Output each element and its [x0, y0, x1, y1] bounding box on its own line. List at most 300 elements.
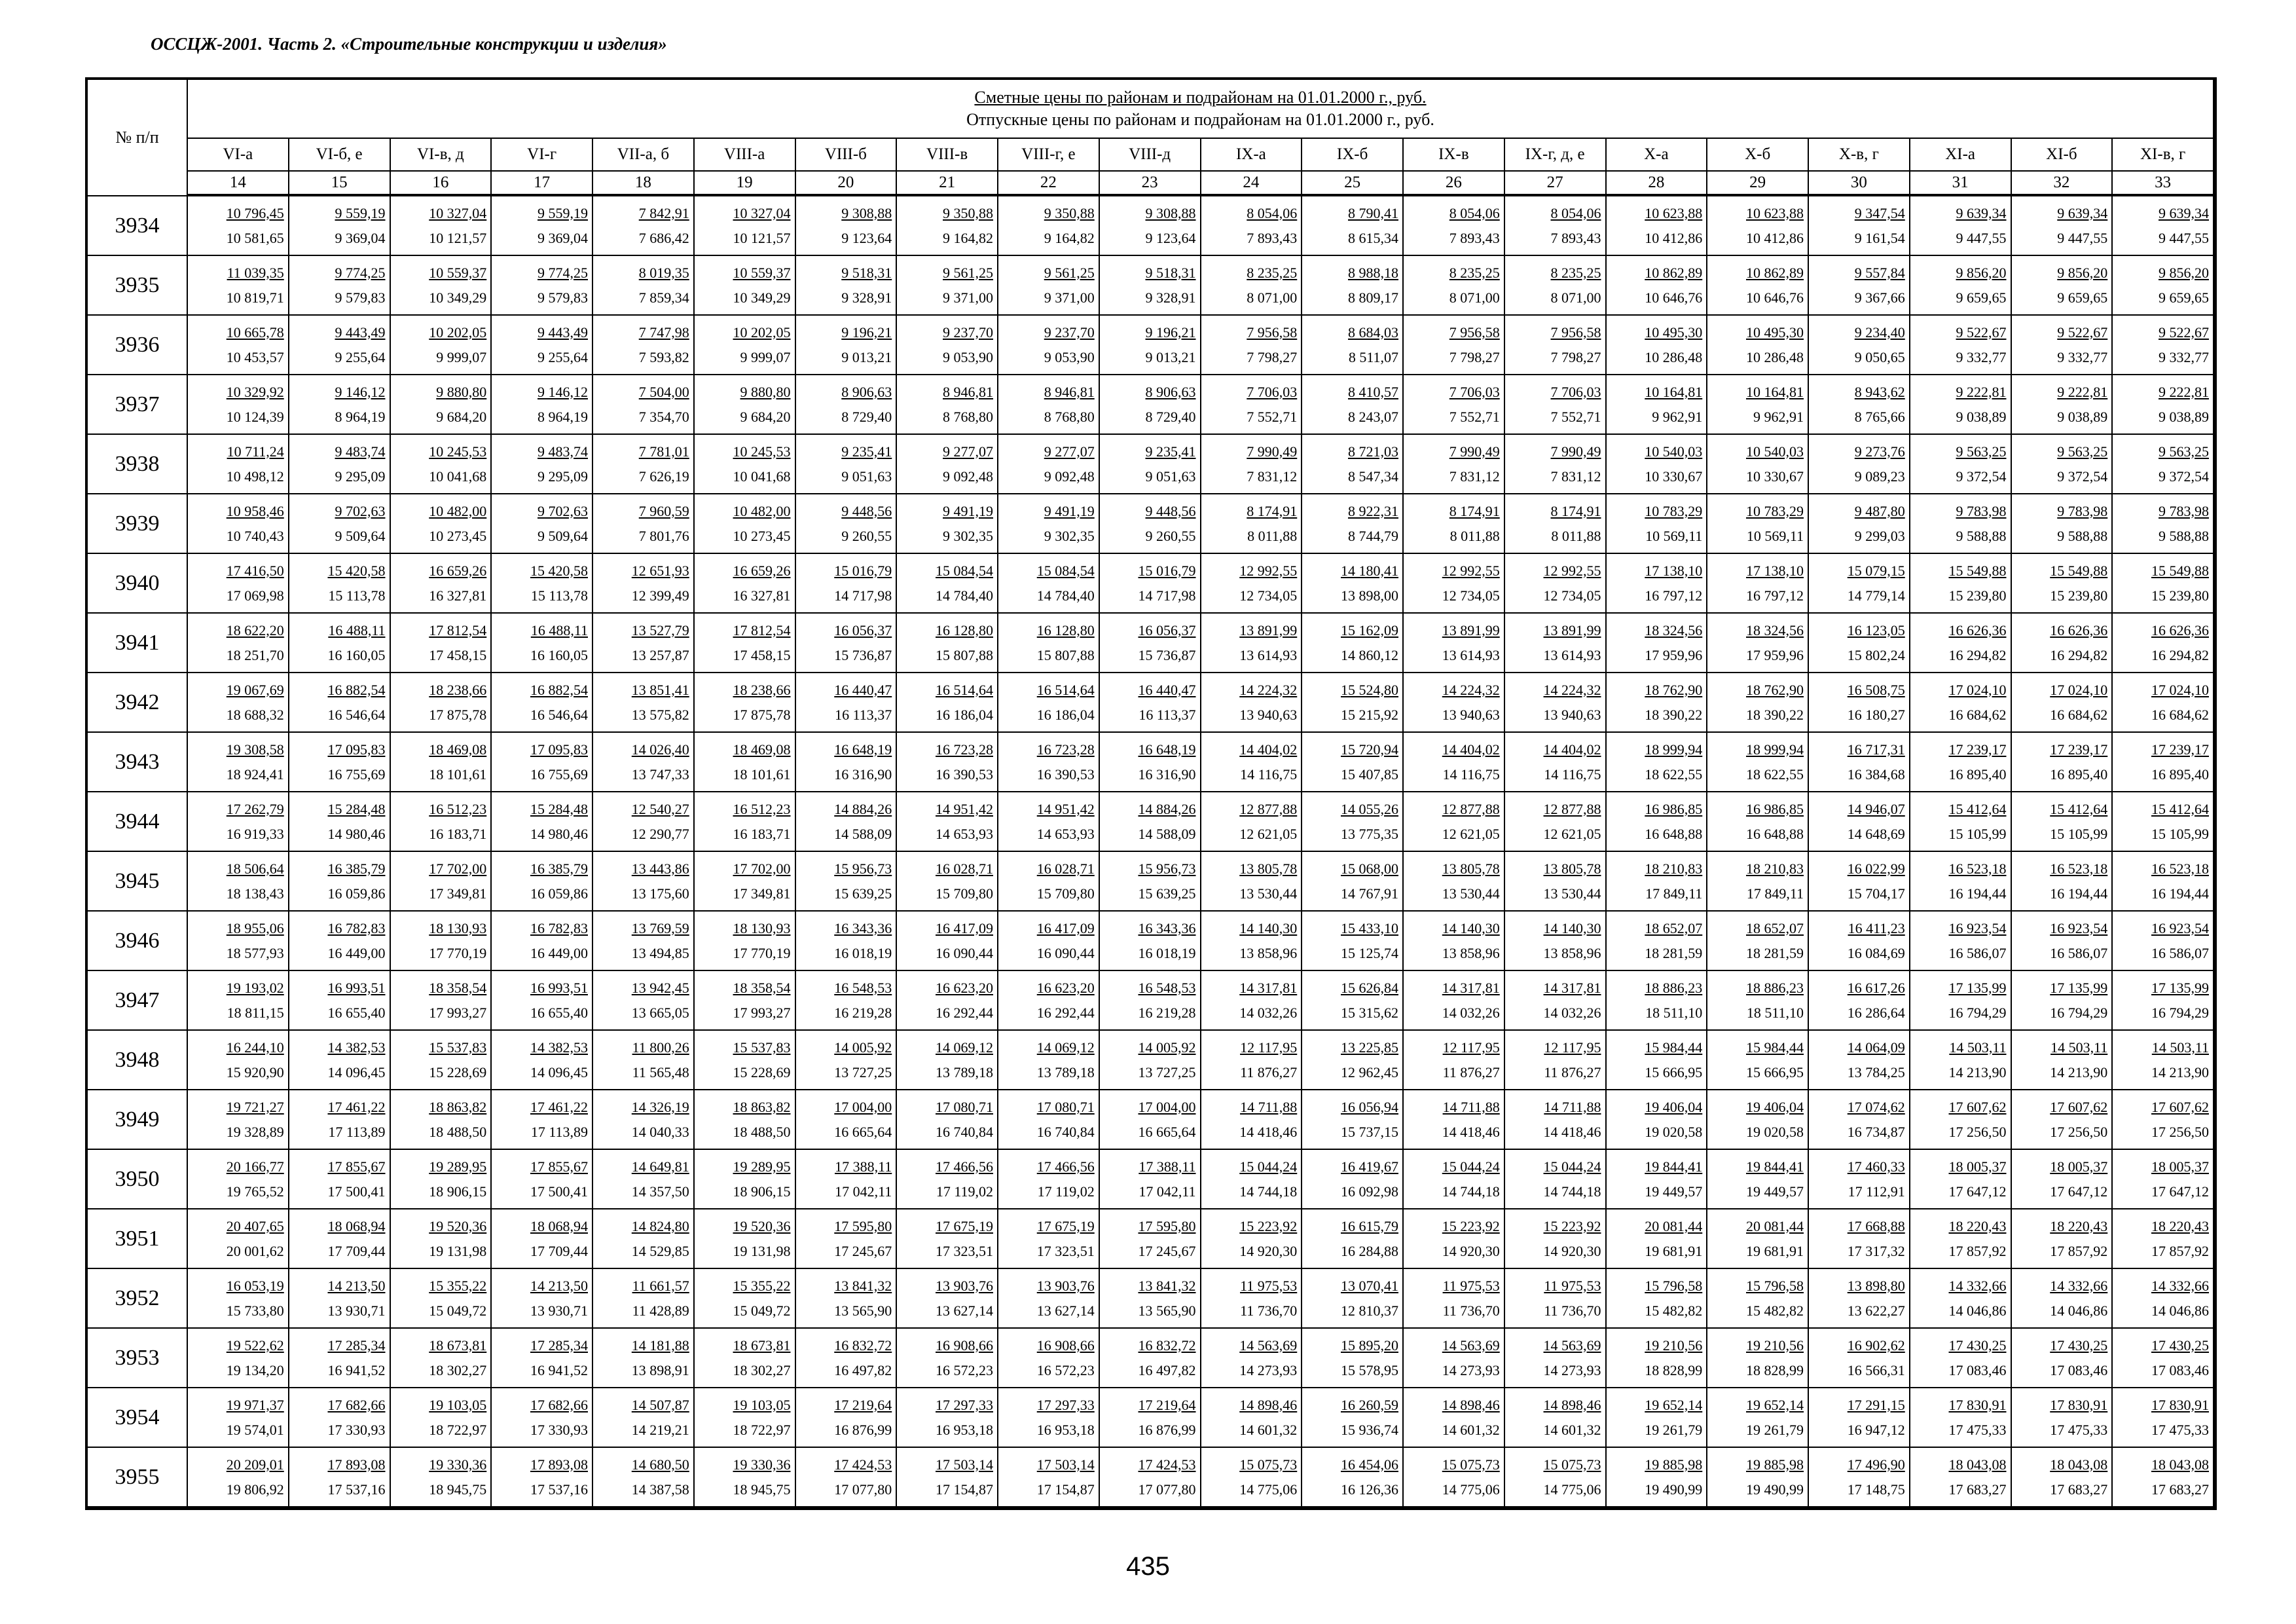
release-price: 18 622,55	[1645, 766, 1703, 783]
release-price: 17 475,33	[2151, 1421, 2209, 1438]
estimate-price: 14 224,32	[1543, 681, 1601, 698]
release-price: 14 775,06	[1239, 1481, 1298, 1498]
estimate-price: 14 326,19	[631, 1098, 689, 1115]
estimate-price: 9 491,19	[943, 502, 993, 519]
estimate-price: 19 210,56	[1746, 1337, 1804, 1354]
release-price: 9 260,55	[841, 527, 892, 544]
release-price: 15 482,82	[1746, 1302, 1804, 1319]
estimate-price: 18 762,90	[1645, 681, 1703, 698]
estimate-price: 8 946,81	[1044, 383, 1095, 400]
item-number: 3939	[88, 494, 188, 554]
release-price: 18 577,93	[226, 944, 284, 961]
release-price: 9 588,88	[2159, 527, 2209, 544]
item-number: 3947	[88, 971, 188, 1031]
release-price: 9 038,89	[2057, 408, 2108, 425]
release-price: 13 627,14	[936, 1302, 993, 1319]
estimate-price: 16 028,71	[1036, 860, 1095, 877]
price-cell	[391, 1150, 492, 1209]
estimate-price: 9 639,34	[2159, 204, 2209, 221]
price-cell	[998, 1388, 1100, 1448]
estimate-price: 19 844,41	[1746, 1158, 1804, 1175]
release-price: 16 895,40	[2151, 766, 2209, 783]
estimate-price: 7 842,91	[638, 204, 689, 221]
release-price: 16 183,71	[429, 825, 487, 842]
release-price: 19 131,98	[733, 1242, 791, 1259]
release-price: 9 013,21	[841, 348, 892, 365]
release-price: 14 588,09	[834, 825, 892, 842]
price-cell	[2113, 375, 2214, 435]
release-price: 16 084,69	[1847, 944, 1905, 961]
release-price: 14 920,30	[1543, 1242, 1601, 1259]
estimate-price: 9 196,21	[1145, 323, 1196, 341]
estimate-price: 9 350,88	[1044, 204, 1095, 221]
release-price: 15 802,24	[1847, 646, 1905, 663]
estimate-price: 14 563,69	[1543, 1337, 1601, 1354]
release-price: 16 126,36	[1341, 1481, 1398, 1498]
estimate-price: 17 607,62	[1948, 1098, 2007, 1115]
estimate-price: 17 135,99	[1948, 979, 2007, 996]
estimate-price: 18 999,94	[1645, 741, 1703, 758]
estimate-price: 20 081,44	[1645, 1217, 1703, 1234]
price-cell	[1505, 435, 1607, 494]
price-cell	[2012, 733, 2113, 792]
release-price: 16 183,71	[733, 825, 791, 842]
estimate-price: 9 563,25	[1956, 443, 2007, 460]
estimate-price: 12 877,88	[1442, 800, 1500, 817]
price-cell	[1809, 912, 1910, 971]
release-price: 17 083,46	[2151, 1361, 2209, 1378]
release-price: 19 765,52	[226, 1183, 284, 1200]
release-price: 15 807,88	[936, 646, 993, 663]
price-cell	[1404, 733, 1505, 792]
estimate-price: 9 702,63	[538, 502, 588, 519]
release-price: 9 038,89	[1956, 408, 2007, 425]
release-price: 17 647,12	[2050, 1183, 2108, 1200]
district-header: X-а	[1607, 139, 1708, 172]
estimate-price: 8 922,31	[1348, 502, 1398, 519]
price-cell	[1100, 733, 1201, 792]
estimate-price: 19 652,14	[1645, 1396, 1703, 1413]
price-cell	[1404, 1031, 1505, 1090]
release-price: 18 511,10	[1746, 1004, 1804, 1021]
estimate-price: 10 495,30	[1645, 323, 1703, 341]
item-number: 3938	[88, 435, 188, 494]
price-cell	[695, 614, 796, 673]
estimate-price: 10 202,05	[733, 323, 791, 341]
estimate-price: 9 448,56	[1145, 502, 1196, 519]
release-price: 17 083,46	[1948, 1361, 2007, 1378]
release-price: 14 096,45	[530, 1063, 588, 1080]
release-price: 15 709,80	[1036, 885, 1095, 902]
price-cell	[1404, 1448, 1505, 1507]
release-price: 17 256,50	[2151, 1123, 2209, 1140]
release-price: 16 648,88	[1645, 825, 1703, 842]
price-cell	[1809, 316, 1910, 375]
price-cell	[188, 196, 289, 256]
release-price: 10 498,12	[226, 468, 284, 485]
estimate-price: 10 245,53	[429, 443, 487, 460]
release-price: 16 655,40	[327, 1004, 386, 1021]
release-price: 9 372,54	[2057, 468, 2108, 485]
price-cell	[1505, 494, 1607, 554]
estimate-price: 18 762,90	[1746, 681, 1804, 698]
release-price: 16 384,68	[1847, 766, 1905, 783]
price-cell	[593, 1209, 695, 1269]
estimate-price: 15 044,24	[1442, 1158, 1500, 1175]
estimate-price: 16 508,75	[1847, 681, 1905, 698]
estimate-price: 17 893,08	[327, 1456, 386, 1473]
release-price: 16 895,40	[2050, 766, 2108, 783]
estimate-price: 19 406,04	[1645, 1098, 1703, 1115]
price-cell	[1707, 494, 1809, 554]
estimate-price: 9 448,56	[841, 502, 892, 519]
estimate-price: 17 285,34	[530, 1337, 588, 1354]
release-price: 14 648,69	[1847, 825, 1905, 842]
release-price: 9 053,90	[943, 348, 993, 365]
release-price: 11 565,48	[632, 1063, 689, 1080]
release-price: 8 511,07	[1348, 348, 1398, 365]
price-cell	[1404, 1209, 1505, 1269]
release-price: 14 980,46	[327, 825, 386, 842]
price-cell	[492, 1388, 593, 1448]
release-price: 8 964,19	[335, 408, 386, 425]
price-cell	[1809, 1388, 1910, 1448]
price-cell	[897, 494, 998, 554]
estimate-price: 15 412,64	[2151, 800, 2209, 817]
price-cell	[492, 375, 593, 435]
price-cell	[796, 733, 898, 792]
price-cell	[188, 435, 289, 494]
estimate-price: 19 885,98	[1645, 1456, 1703, 1473]
estimate-price: 17 285,34	[327, 1337, 386, 1354]
release-price: 7 801,76	[638, 527, 689, 544]
price-cell	[1302, 1090, 1404, 1150]
column-number: 30	[1809, 172, 1910, 196]
price-cell	[1302, 1329, 1404, 1388]
release-price: 9 328,91	[841, 289, 892, 306]
price-cell	[593, 1150, 695, 1209]
release-price: 15 105,99	[1948, 825, 2007, 842]
price-cell	[1404, 1090, 1505, 1150]
release-price: 18 722,97	[733, 1421, 791, 1438]
estimate-price: 13 891,99	[1442, 621, 1500, 638]
price-cell	[1607, 792, 1708, 852]
release-price: 13 530,44	[1442, 885, 1500, 902]
estimate-price: 7 956,58	[1449, 323, 1500, 341]
release-price: 8 765,66	[1854, 408, 1905, 425]
estimate-price: 16 782,83	[530, 919, 588, 936]
release-price: 11 876,27	[1544, 1063, 1601, 1080]
price-cell	[1201, 316, 1303, 375]
estimate-price: 15 044,24	[1543, 1158, 1601, 1175]
release-price: 13 565,90	[1138, 1302, 1196, 1319]
estimate-price: 9 491,19	[1044, 502, 1095, 519]
estimate-price: 19 522,62	[226, 1337, 284, 1354]
estimate-price: 19 067,69	[226, 681, 284, 698]
estimate-price: 9 222,81	[1956, 383, 2007, 400]
release-price: 13 789,18	[1036, 1063, 1095, 1080]
price-cell	[897, 1448, 998, 1507]
release-price: 14 920,30	[1442, 1242, 1500, 1259]
estimate-price: 14 404,02	[1239, 741, 1298, 758]
price-cell	[897, 256, 998, 316]
release-price: 13 614,93	[1543, 646, 1601, 663]
release-price: 16 953,18	[1036, 1421, 1095, 1438]
price-cell	[897, 852, 998, 912]
estimate-price: 16 908,66	[936, 1337, 993, 1354]
release-price: 7 552,71	[1550, 408, 1601, 425]
release-price: 16 665,64	[1138, 1123, 1196, 1140]
estimate-price: 18 673,81	[733, 1337, 791, 1354]
estimate-price: 16 623,20	[936, 979, 993, 996]
estimate-price: 9 522,67	[2159, 323, 2209, 341]
estimate-price: 17 219,64	[1138, 1396, 1196, 1413]
estimate-price: 16 514,64	[1036, 681, 1095, 698]
release-price: 14 116,75	[1442, 766, 1500, 783]
release-price: 11 736,70	[1240, 1302, 1298, 1319]
estimate-price: 16 548,53	[1138, 979, 1196, 996]
price-cell	[1707, 1090, 1809, 1150]
release-price: 10 041,68	[429, 468, 487, 485]
price-cell	[1707, 792, 1809, 852]
estimate-price: 17 219,64	[834, 1396, 892, 1413]
estimate-price: 14 898,46	[1543, 1396, 1601, 1413]
price-cell	[1809, 1448, 1910, 1507]
estimate-price: 18 005,37	[2151, 1158, 2209, 1175]
estimate-price: 14 711,88	[1544, 1098, 1601, 1115]
estimate-price: 18 005,37	[2050, 1158, 2108, 1175]
release-price: 9 999,07	[436, 348, 487, 365]
release-price: 18 811,15	[227, 1004, 284, 1021]
price-cell	[1100, 1150, 1201, 1209]
estimate-price: 15 223,92	[1543, 1217, 1601, 1234]
release-price: 9 372,54	[2159, 468, 2209, 485]
estimate-price: 16 385,79	[530, 860, 588, 877]
estimate-price: 16 417,09	[1036, 919, 1095, 936]
district-header: XI-б	[2012, 139, 2113, 172]
estimate-price: 14 224,32	[1239, 681, 1298, 698]
price-cell	[2113, 316, 2214, 375]
estimate-price: 18 469,08	[733, 741, 791, 758]
price-cell	[289, 1031, 391, 1090]
release-price: 15 920,90	[226, 1063, 284, 1080]
estimate-price: 11 975,53	[1240, 1277, 1298, 1294]
district-header: VI-б, е	[289, 139, 391, 172]
estimate-price: 15 895,20	[1341, 1337, 1398, 1354]
price-cell	[1201, 733, 1303, 792]
estimate-price: 9 308,88	[841, 204, 892, 221]
price-cell	[2012, 375, 2113, 435]
price-cell	[897, 316, 998, 375]
estimate-price: 18 238,66	[733, 681, 791, 698]
release-price: 16 113,37	[1139, 706, 1196, 723]
release-price: 12 734,05	[1239, 587, 1298, 604]
release-price: 14 387,58	[631, 1481, 689, 1498]
release-price: 16 586,07	[2050, 944, 2108, 961]
price-cell	[695, 1031, 796, 1090]
release-price: 14 096,45	[327, 1063, 386, 1080]
price-cell	[593, 554, 695, 614]
price-cell	[1100, 1269, 1201, 1329]
price-cell	[188, 733, 289, 792]
item-number: 3953	[88, 1329, 188, 1388]
estimate-price: 10 783,29	[1645, 502, 1703, 519]
estimate-price: 9 561,25	[1044, 264, 1095, 281]
estimate-price: 17 297,33	[1036, 1396, 1095, 1413]
release-price: 9 369,04	[538, 229, 588, 246]
estimate-price: 16 723,28	[936, 741, 993, 758]
release-price: 12 734,05	[1442, 587, 1500, 604]
release-price: 11 736,70	[1442, 1302, 1500, 1319]
price-cell	[796, 1150, 898, 1209]
estimate-price: 14 507,87	[631, 1396, 689, 1413]
price-cell	[1707, 1209, 1809, 1269]
price-cell	[1707, 435, 1809, 494]
price-cell	[1707, 971, 1809, 1031]
price-cell	[2113, 1448, 2214, 1507]
column-number: 18	[593, 172, 695, 196]
release-price: 9 367,66	[1854, 289, 1905, 306]
estimate-price: 19 193,02	[226, 979, 284, 996]
release-price: 16 740,84	[1036, 1123, 1095, 1140]
estimate-price: 19 885,98	[1746, 1456, 1804, 1473]
estimate-price: 15 284,48	[530, 800, 588, 817]
price-cell	[1302, 316, 1404, 375]
price-cell	[998, 1269, 1100, 1329]
price-cell	[796, 614, 898, 673]
price-cell	[593, 1329, 695, 1388]
release-price: 14 213,90	[1948, 1063, 2007, 1080]
estimate-price: 14 711,88	[1240, 1098, 1298, 1115]
estimate-price: 14 069,12	[1036, 1039, 1095, 1056]
price-cell	[2113, 733, 2214, 792]
estimate-price: 17 239,17	[2151, 741, 2209, 758]
price-cell	[1910, 673, 2012, 733]
estimate-price: 18 652,07	[1645, 919, 1703, 936]
release-price: 8 744,79	[1348, 527, 1398, 544]
price-cell	[2113, 1150, 2214, 1209]
price-cell	[492, 1448, 593, 1507]
estimate-price: 17 460,33	[1847, 1158, 1905, 1175]
price-cell	[2012, 316, 2113, 375]
release-price: 8 011,88	[1551, 527, 1601, 544]
estimate-price: 14 069,12	[936, 1039, 993, 1056]
release-price: 16 497,82	[1138, 1361, 1196, 1378]
estimate-price: 8 410,57	[1348, 383, 1398, 400]
release-price: 18 828,99	[1645, 1361, 1703, 1378]
estimate-price: 14 055,26	[1341, 800, 1398, 817]
estimate-price: 10 623,88	[1746, 204, 1804, 221]
estimate-price: 9 196,21	[841, 323, 892, 341]
estimate-price: 10 482,00	[429, 502, 487, 519]
price-cell	[1607, 316, 1708, 375]
estimate-price: 17 830,91	[1948, 1396, 2007, 1413]
estimate-price: 16 648,19	[1138, 741, 1196, 758]
release-price: 17 317,32	[1847, 1242, 1905, 1259]
estimate-price: 15 412,64	[2050, 800, 2108, 817]
price-cell	[188, 673, 289, 733]
price-cell	[593, 256, 695, 316]
estimate-price: 14 649,81	[631, 1158, 689, 1175]
price-cell	[1404, 435, 1505, 494]
estimate-price: 16 523,18	[2050, 860, 2108, 877]
price-cell	[391, 733, 492, 792]
item-number: 3937	[88, 375, 188, 435]
estimate-price: 18 130,93	[733, 919, 791, 936]
release-price: 14 784,40	[1036, 587, 1095, 604]
release-price: 10 412,86	[1746, 229, 1804, 246]
estimate-price: 17 095,83	[530, 741, 588, 758]
price-cell	[1607, 256, 1708, 316]
price-cell	[2012, 554, 2113, 614]
estimate-price: 16 615,79	[1341, 1217, 1398, 1234]
price-cell	[897, 1269, 998, 1329]
release-price: 14 046,86	[2050, 1302, 2108, 1319]
price-cell	[1201, 1090, 1303, 1150]
estimate-price: 18 469,08	[429, 741, 487, 758]
release-price: 17 256,50	[1948, 1123, 2007, 1140]
release-price: 14 273,93	[1442, 1361, 1500, 1378]
price-cell	[1910, 614, 2012, 673]
item-number: 3951	[88, 1209, 188, 1269]
price-cell	[796, 316, 898, 375]
price-cell	[1201, 1448, 1303, 1507]
estimate-price: 15 355,22	[733, 1277, 791, 1294]
price-cell	[897, 733, 998, 792]
price-cell	[2113, 852, 2214, 912]
release-price: 16 655,40	[530, 1004, 588, 1021]
release-price: 14 767,91	[1341, 885, 1398, 902]
price-cell	[289, 1448, 391, 1507]
price-cell	[2113, 494, 2214, 554]
release-price: 13 784,25	[1847, 1063, 1905, 1080]
price-cell	[796, 1448, 898, 1507]
release-price: 10 273,45	[733, 527, 791, 544]
estimate-price: 17 080,71	[1036, 1098, 1095, 1115]
release-price: 9 302,35	[1044, 527, 1095, 544]
release-price: 15 936,74	[1341, 1421, 1398, 1438]
release-price: 15 105,99	[2050, 825, 2108, 842]
estimate-price: 16 123,05	[1847, 621, 1905, 638]
release-price: 15 049,72	[733, 1302, 791, 1319]
price-cell	[1607, 1448, 1708, 1507]
release-price: 14 717,98	[1138, 587, 1196, 604]
release-price: 7 831,12	[1449, 468, 1500, 485]
estimate-price: 9 559,19	[335, 204, 386, 221]
estimate-price: 9 639,34	[2057, 204, 2108, 221]
estimate-price: 16 440,47	[834, 681, 892, 698]
price-cell	[1607, 1209, 1708, 1269]
release-price: 15 105,99	[2151, 825, 2209, 842]
price-cell	[2012, 852, 2113, 912]
release-price: 10 349,29	[429, 289, 487, 306]
estimate-price: 15 412,64	[1948, 800, 2007, 817]
price-cell	[1100, 673, 1201, 733]
price-cell	[897, 435, 998, 494]
estimate-price: 18 130,93	[429, 919, 487, 936]
release-price: 16 294,82	[2050, 646, 2108, 663]
release-price: 17 709,44	[327, 1242, 386, 1259]
estimate-price: 8 790,41	[1348, 204, 1398, 221]
release-price: 16 684,62	[2050, 706, 2108, 723]
price-cell	[1302, 375, 1404, 435]
estimate-price: 15 720,94	[1341, 741, 1398, 758]
estimate-price: 17 893,08	[530, 1456, 588, 1473]
estimate-price: 18 863,82	[429, 1098, 487, 1115]
release-price: 18 945,75	[733, 1481, 791, 1498]
estimate-price: 14 898,46	[1442, 1396, 1500, 1413]
release-price: 15 228,69	[733, 1063, 791, 1080]
